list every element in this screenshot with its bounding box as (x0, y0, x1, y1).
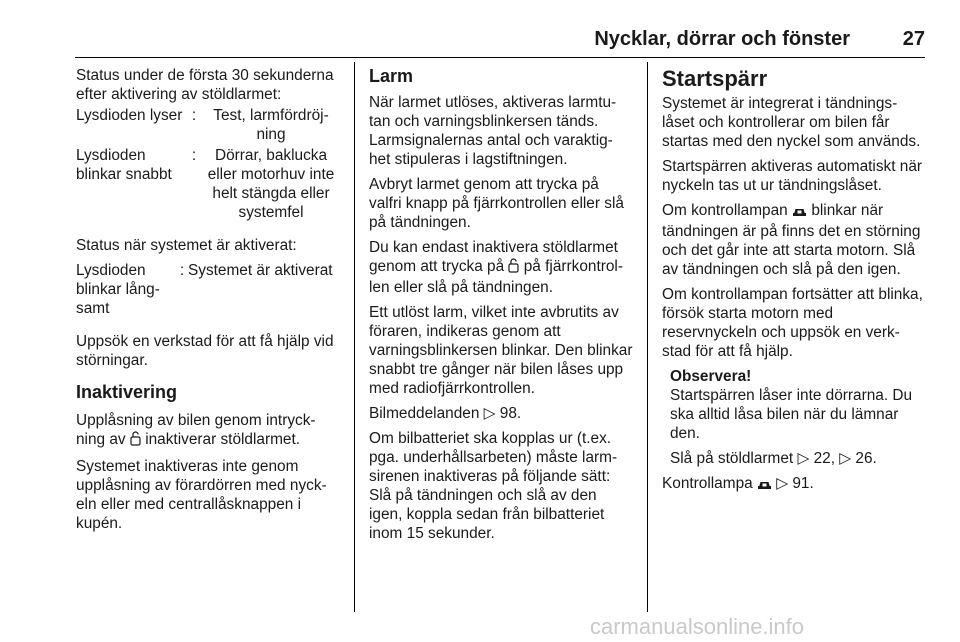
unlock-text-before: Upplåsning av bilen genom intryck-ning av (76, 412, 316, 448)
page-header-title: Nycklar, dörrar och fönster (594, 28, 850, 50)
car-lock-icon (792, 203, 807, 222)
alarm-p3-after: på fjärrkontrol-len eller slå på tändningen. (369, 258, 623, 296)
alarm-paragraph-3 (369, 238, 633, 297)
note-text: Startspärren låser inte dörrarna. Du ska alltid låsa bilen när du lämnar den. (670, 387, 913, 442)
page-ref: 98. (499, 405, 522, 422)
status-term: Lysdioden blinkar lång-samt (76, 262, 160, 317)
column-divider-1 (354, 62, 355, 612)
status-separator: : (179, 262, 185, 279)
column-1 (76, 66, 342, 539)
column-3 (662, 66, 926, 501)
immobilizer-p3-before: Om kontrollampan (662, 202, 788, 219)
note-ref (670, 449, 926, 468)
note-title: Observera! (670, 368, 752, 385)
status-desc: Dörrar, baklucka eller motorhuv inte helt stängda eller systemfel (207, 147, 335, 221)
status-row (76, 261, 342, 318)
page-ref-arrow-icon: ▷ (776, 475, 789, 492)
header-rule (75, 57, 925, 58)
status-intro-2: Status när systemet är aktiverat: (76, 237, 297, 254)
alarm-paragraph-5 (369, 404, 633, 423)
watermark: carmanualsonline.info (590, 614, 805, 639)
immobilizer-paragraph-4: Om kontrollampan fortsätter att blinka, försök starta motorn med reservnyckeln och uppsök en verk-stad för att få hjälp. (662, 286, 923, 360)
warning-lamp-ref (662, 474, 926, 495)
page-number: 27 (902, 28, 925, 50)
note-box (662, 367, 926, 468)
status-table-1 (76, 106, 342, 222)
page-ref: 22, (813, 450, 835, 467)
alarm-p3-before: Du kan endast inaktivera stöldlarmet genom att trycka på (369, 239, 618, 275)
status-desc: Systemet är aktiverat (188, 262, 333, 279)
immobilizer-paragraph-3 (662, 201, 926, 279)
unlock-key-icon (130, 431, 141, 451)
status-intro: Status under de första 30 sekunderna efter aktivering av stöldlarmet: (76, 67, 334, 103)
section-heading-inaktivering: Inaktivering (76, 382, 178, 402)
status-term: Lysdioden lyser (76, 107, 183, 124)
deactivate-text: Systemet inaktiveras inte genom upplåsning av förardörren med nyck-eln eller med centrallåsknappen i kupén. (76, 458, 327, 532)
status-separator: : (191, 147, 197, 164)
vehicle-messages-text: Bilmeddelanden (369, 405, 480, 422)
status-desc: Test, larmfördröj-ning (213, 107, 329, 143)
car-lock-icon (757, 476, 772, 495)
unlock-key-icon (508, 258, 519, 278)
page-ref: 26. (855, 450, 877, 467)
alarm-paragraph-6: Om bilbatteriet ska kopplas ur (t.ex. pga. underhållsarbeten) måste larm-sirenen inaktiveras på följande sätt: Slå på tändningen och slå av den igen, koppla sedan från bilbatteriet inom 15 sekunder. (369, 430, 618, 542)
unlock-text-after: inaktiverar stöldlarmet. (145, 431, 301, 448)
page-ref: 91. (792, 475, 814, 492)
page-ref-arrow-icon: ▷ (839, 450, 852, 467)
immobilizer-paragraph-1: Systemet är integrerat i tändnings-låset och kontrollerar om bilen får startas med den nyckel som används. (662, 95, 921, 150)
column-2 (369, 66, 633, 549)
workshop-text: Uppsök en verkstad för att få hjälp vid störningar. (76, 333, 334, 369)
status-term: Lysdioden blinkar snabbt (76, 147, 172, 183)
note-ref-text: Slå på stöldlarmet (670, 450, 794, 467)
status-separator: : (191, 107, 197, 124)
alarm-paragraph-1: När larmet utlöses, aktiveras larmtu-tan och varningsblinkersen tänds. Larmsignalernas antal och varaktig-het stipuleras i lagstiftningen. (369, 94, 617, 168)
page-ref-arrow-icon: ▷ (797, 450, 810, 467)
immobilizer-p3-after: blinkar när tändningen är på finns det en störning och det går inte att starta motorn. Slå av tändningen och slå på den igen. (662, 202, 921, 278)
status-row (76, 146, 342, 222)
page-ref-arrow-icon: ▷ (483, 405, 496, 422)
warning-lamp-text: Kontrollampa (662, 475, 753, 492)
alarm-paragraph-4: Ett utlöst larm, vilket inte avbrutits av föraren, indikeras genom att varningsblinkersen blinkar. Den blinkar snabbt tre gånger när bilen låses upp med radiofjärrkontrollen. (369, 304, 633, 397)
section-heading-larm: Larm (369, 66, 414, 86)
column-divider-2 (647, 62, 648, 612)
immobilizer-paragraph-2: Startspärren aktiveras automatiskt när nyckeln tas ut ur tändningslåset. (662, 158, 923, 194)
alarm-paragraph-2: Avbryt larmet genom att trycka på valfri knapp på fjärrkontrollen eller slå på tändningen. (369, 176, 624, 231)
status-row (76, 106, 342, 144)
unlock-text (76, 411, 342, 451)
section-heading-startsparr: Startspärr (662, 66, 768, 91)
